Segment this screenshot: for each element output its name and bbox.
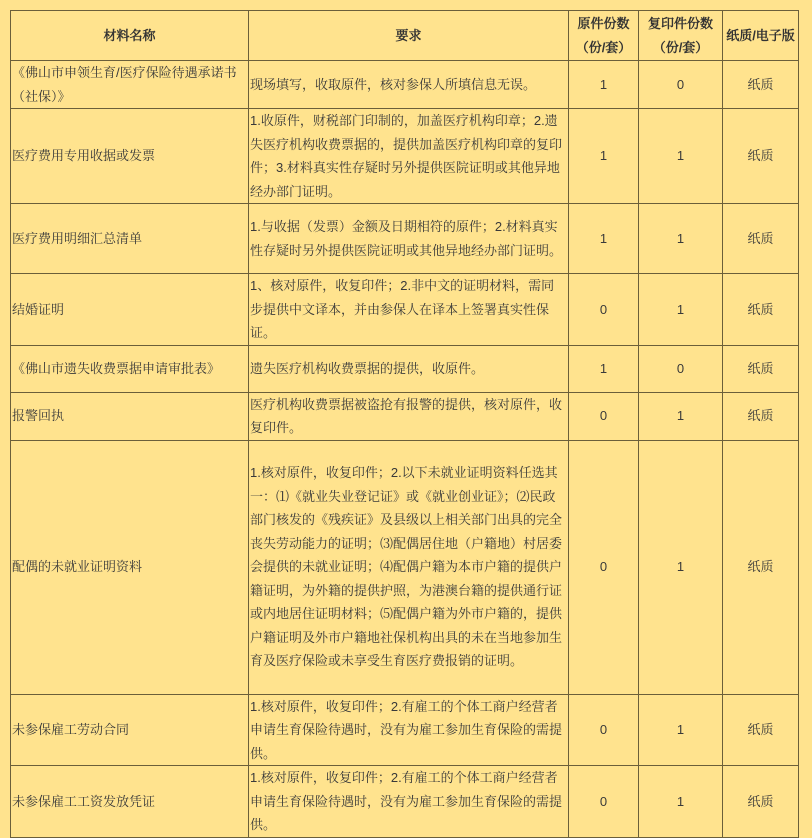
table-row <box>11 274 799 346</box>
material-name: 未参保雇工劳动合同 <box>11 694 249 766</box>
requirement: 1.核对原件，收复印件；2.有雇工的个体工商户经营者申请生育保险待遇时，没有为雇工参加生育保险的需提供。 <box>249 694 569 766</box>
requirement: 1.与收据（发票）金额及日期相符的原件；2.材料真实性存疑时另外提供医院证明或其他异地经办部门证明。 <box>249 204 569 274</box>
requirement: 1.收原件，财税部门印制的，加盖医疗机构印章；2.遗失医疗机构收费票据的，提供加盖医疗机构印章的复印件；3.材料真实性存疑时另外提供医院证明或其他异地经办部门证明。 <box>249 109 569 204</box>
table-row <box>11 109 799 204</box>
requirement: 现场填写，收取原件，核对参保人所填信息无误。 <box>249 61 569 109</box>
format: 纸质 <box>723 61 799 109</box>
original-count: 1 <box>569 61 639 109</box>
material-name: 医疗费用明细汇总清单 <box>11 204 249 274</box>
original-count: 0 <box>569 392 639 440</box>
copy-count: 1 <box>639 274 723 346</box>
table-row <box>11 440 799 694</box>
format: 纸质 <box>723 204 799 274</box>
format: 纸质 <box>723 694 799 766</box>
header-copy-count: 复印件份数（份/套） <box>639 11 723 61</box>
copy-count: 1 <box>639 204 723 274</box>
original-count: 0 <box>569 694 639 766</box>
format: 纸质 <box>723 109 799 204</box>
format: 纸质 <box>723 345 799 392</box>
table-row <box>11 204 799 274</box>
original-count: 0 <box>569 766 639 838</box>
copy-count: 0 <box>639 61 723 109</box>
table-row <box>11 766 799 838</box>
copy-count: 1 <box>639 766 723 838</box>
requirement: 遗失医疗机构收费票据的提供，收原件。 <box>249 345 569 392</box>
table-row <box>11 345 799 392</box>
requirement: 1、核对原件，收复印件；2.非中文的证明材料，需同步提供中文译本，并由参保人在译本上签署真实性保证。 <box>249 274 569 346</box>
header-name: 材料名称 <box>11 11 249 61</box>
copy-count: 1 <box>639 109 723 204</box>
original-count: 0 <box>569 440 639 694</box>
original-count: 0 <box>569 274 639 346</box>
material-name: 结婚证明 <box>11 274 249 346</box>
table-row <box>11 694 799 766</box>
original-count: 1 <box>569 345 639 392</box>
format: 纸质 <box>723 392 799 440</box>
table-row <box>11 392 799 440</box>
copy-count: 1 <box>639 694 723 766</box>
requirement: 1.核对原件，收复印件；2.有雇工的个体工商户经营者申请生育保险待遇时，没有为雇工参加生育保险的需提供。 <box>249 766 569 838</box>
copy-count: 0 <box>639 345 723 392</box>
original-count: 1 <box>569 109 639 204</box>
copy-count: 1 <box>639 440 723 694</box>
header-requirement: 要求 <box>249 11 569 61</box>
copy-count: 1 <box>639 392 723 440</box>
format: 纸质 <box>723 766 799 838</box>
header-original-count: 原件份数（份/套） <box>569 11 639 61</box>
format: 纸质 <box>723 440 799 694</box>
requirement: 1.核对原件，收复印件；2.以下未就业证明资料任选其一：⑴《就业失业登记证》或《就业创业证》；⑵民政部门核发的《残疾证》及县级以上相关部门出具的完全丧失劳动能力的证明；⑶配偶居住地（户籍地）村居委会提供的未就业证明；⑷配偶户籍为本市户籍的提供户籍证明，为外籍的提供护照，为港澳台籍的提供通行证或内地居住证明材料；⑸配偶户籍为外市户籍的，提供户籍证明及外市户籍地社保机构出具的未在当地参加生育及医疗保险或未享受生育医疗费报销的证明。 <box>249 440 569 694</box>
material-name: 配偶的未就业证明资料 <box>11 440 249 694</box>
format: 纸质 <box>723 274 799 346</box>
material-name: 报警回执 <box>11 392 249 440</box>
material-name: 《佛山市遗失收费票据申请审批表》 <box>11 345 249 392</box>
material-name: 医疗费用专用收据或发票 <box>11 109 249 204</box>
materials-table <box>10 10 799 838</box>
requirement: 医疗机构收费票据被盗抢有报警的提供，核对原件，收复印件。 <box>249 392 569 440</box>
header-row <box>11 11 799 61</box>
material-name: 未参保雇工工资发放凭证 <box>11 766 249 838</box>
table-row <box>11 61 799 109</box>
material-name: 《佛山市申领生育/医疗保险待遇承诺书（社保）》 <box>11 61 249 109</box>
header-format: 纸质/电子版 <box>723 11 799 61</box>
original-count: 1 <box>569 204 639 274</box>
